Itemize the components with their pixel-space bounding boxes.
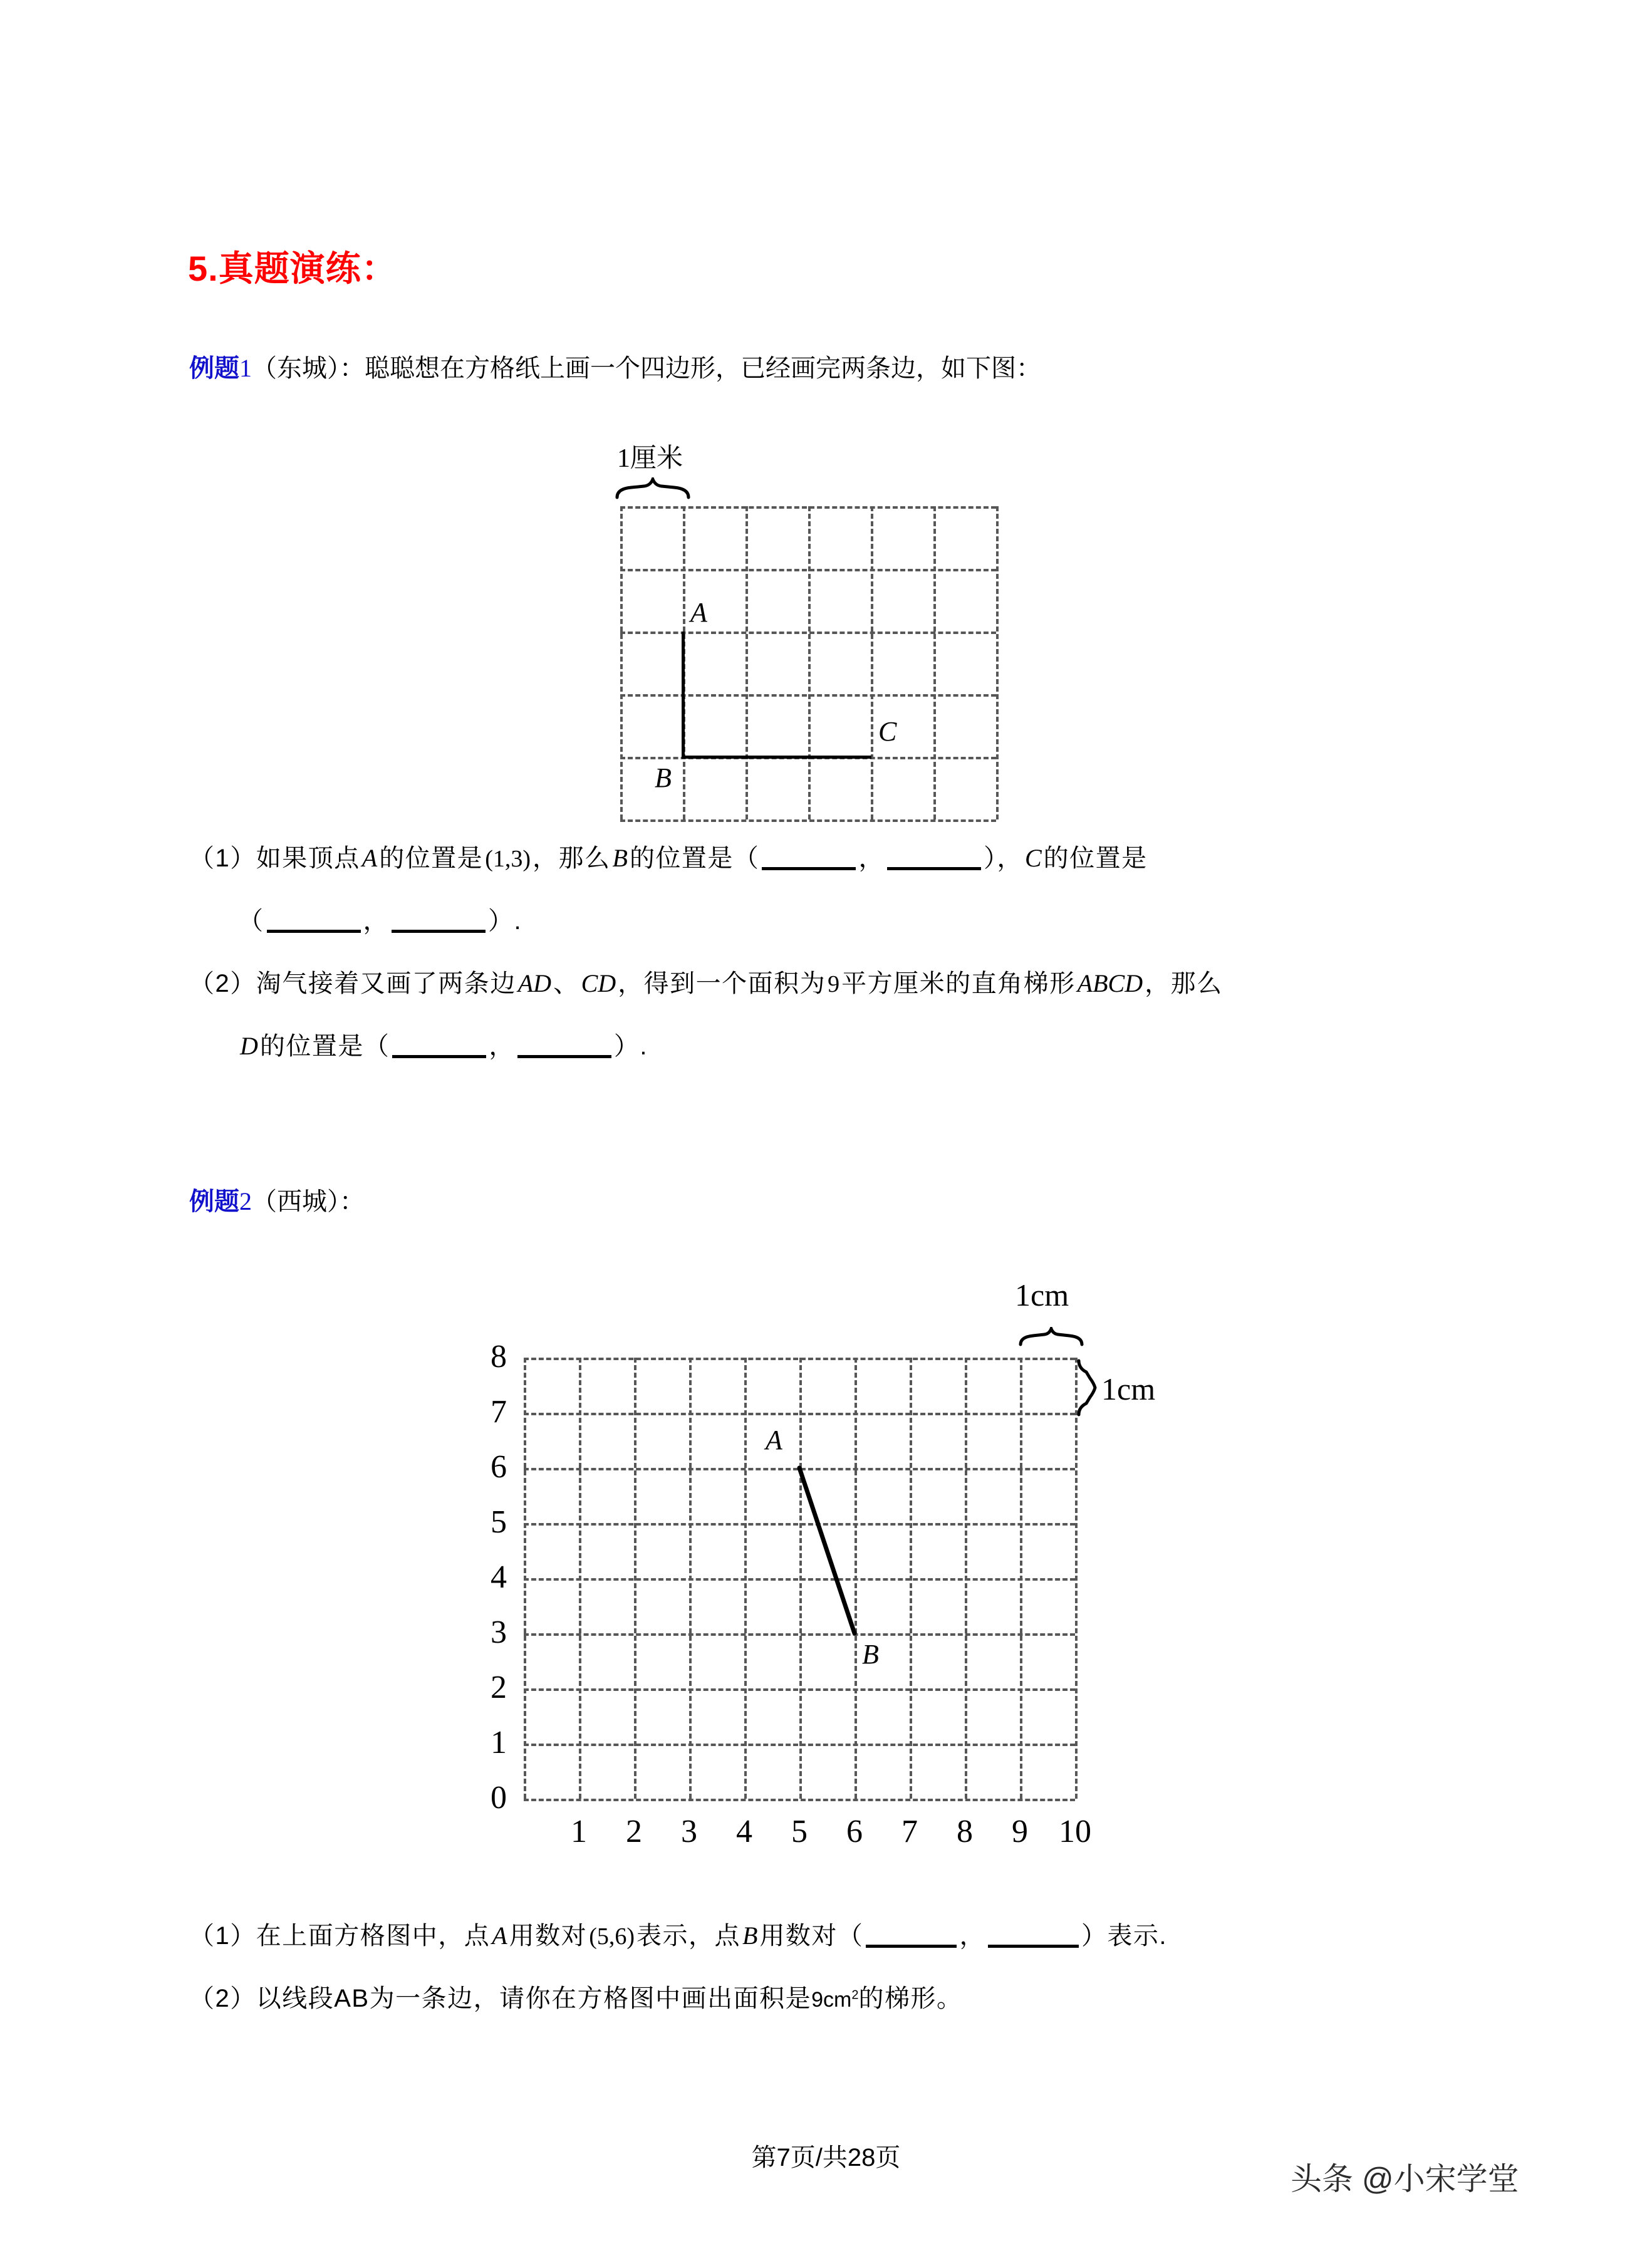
answer-blank[interactable]	[392, 1036, 486, 1058]
q2a-lead: （1）在上面方格图中，点	[189, 1922, 491, 1950]
grid-vline	[996, 506, 999, 819]
q1b-cont-comma: ，	[489, 1032, 515, 1060]
point-label-b: B	[862, 1639, 879, 1670]
example1-header	[189, 348, 1041, 384]
segment-ab	[682, 632, 685, 759]
y-tick-6: 6	[491, 1449, 507, 1485]
x-tick-6: 6	[846, 1814, 863, 1849]
q2a-mid3: 用数对（	[759, 1922, 864, 1950]
figure2-top-brace-icon	[1018, 1327, 1087, 1348]
grid-vline	[620, 506, 623, 819]
section-title: 真题演练：	[218, 249, 397, 288]
point-label-a: A	[766, 1425, 782, 1455]
q1a-mid3: 的位置是（	[629, 845, 760, 872]
example2-grid-figure	[524, 1358, 1075, 1799]
x-tick-9: 9	[1012, 1814, 1028, 1849]
page-footer: 第7页/共28页	[751, 2144, 901, 2171]
q2b-unit-value: 9	[811, 1988, 824, 2012]
q1a-mid1: 的位置是	[379, 845, 484, 872]
q2a-comma: ，	[959, 1922, 985, 1950]
q1a-var-a: A	[361, 844, 378, 872]
q1a-coord-a: (1,3)	[485, 846, 531, 872]
y-tick-3: 3	[491, 1614, 507, 1650]
point-label-c: C	[878, 716, 897, 747]
grid-vline	[808, 506, 811, 819]
example2-source: （西城）：	[252, 1188, 365, 1215]
q1a-cont-close: ）.	[488, 907, 522, 935]
q1a-var-c: C	[1024, 844, 1042, 872]
x-tick-4: 4	[736, 1814, 752, 1849]
q2a-mid1: 用数对	[509, 1922, 588, 1950]
example1-tag: 例题	[189, 355, 239, 382]
q1b-var-cd: CD	[581, 969, 616, 997]
example2-number: 2	[239, 1187, 252, 1215]
example1-question1	[189, 838, 1148, 874]
x-tick-1: 1	[571, 1814, 587, 1849]
example1-number: 1	[239, 354, 252, 382]
x-tick-2: 2	[626, 1814, 642, 1849]
q2b-unit	[811, 1988, 858, 2012]
y-tick-8: 8	[491, 1339, 507, 1375]
answer-blank[interactable]	[988, 1926, 1079, 1948]
answer-blank[interactable]	[887, 848, 981, 870]
q1a-cont-open: （	[238, 907, 264, 935]
figure2-unit-label-top: 1cm	[1015, 1277, 1069, 1313]
q1a-tail: 的位置是	[1043, 845, 1148, 872]
q2b-text-after: 的梯形。	[858, 1985, 963, 2012]
x-tick-5: 5	[791, 1814, 808, 1849]
x-tick-3: 3	[681, 1814, 697, 1849]
q1b-tail: ，那么	[1145, 970, 1223, 997]
grid-hline	[524, 1799, 1075, 1801]
grid-lines	[620, 506, 996, 819]
q1a-mid2: ，那么	[532, 845, 611, 872]
grid-hline	[620, 819, 996, 822]
y-tick-2: 2	[491, 1670, 507, 1705]
answer-blank[interactable]	[517, 1036, 611, 1058]
grid-vline	[1075, 1358, 1078, 1799]
q1b-sep: 、	[553, 970, 579, 997]
answer-blank[interactable]	[267, 911, 361, 933]
example1-question1-cont	[238, 901, 522, 937]
y-tick-0: 0	[491, 1780, 507, 1816]
q2b-unit-name: cm	[823, 1988, 852, 2012]
example2-tag: 例题	[189, 1188, 239, 1215]
example2-question2	[189, 1978, 962, 2014]
x-tick-10: 10	[1059, 1814, 1091, 1849]
answer-blank[interactable]	[762, 848, 856, 870]
q1b-cont-var: D	[240, 1032, 258, 1060]
figure2-unit-label-side: 1cm	[1101, 1371, 1156, 1406]
segment-bc	[682, 756, 871, 759]
x-tick-8: 8	[957, 1814, 973, 1849]
example2-header	[189, 1182, 365, 1217]
y-tick-1: 1	[491, 1725, 507, 1760]
example1-prompt: 聪聪想在方格纸上画一个四边形，已经画完两条边，如下图：	[365, 355, 1041, 382]
section-heading	[188, 241, 397, 291]
q1b-var-abcd: ABCD	[1077, 969, 1143, 997]
example1-grid-figure	[620, 506, 996, 819]
q2b-text-before: （2）以线段AB为一条边，请你在方格图中画出面积是	[189, 1985, 812, 2012]
q1a-lead: （1）如果顶点	[189, 845, 360, 872]
q1b-mid1: ，得到一个面积为	[618, 970, 826, 997]
grid-vline	[933, 506, 936, 819]
segment-ab	[524, 1358, 1075, 1799]
q1a-cont-comma: ，	[363, 907, 389, 935]
y-tick-7: 7	[491, 1394, 507, 1430]
example1-question2-cont	[238, 1026, 648, 1062]
example1-question2	[189, 964, 1223, 999]
answer-blank[interactable]	[392, 911, 486, 933]
q2a-mid2: 表示，点	[636, 1922, 740, 1950]
q1a-mid4: ），	[983, 845, 1023, 872]
q2a-var-b: B	[742, 1921, 758, 1950]
q1b-cont-text: 的位置是（	[259, 1032, 390, 1060]
q2a-tail: ）表示.	[1081, 1922, 1168, 1950]
q1b-lead: （2）淘气接着又画了两条边	[189, 970, 516, 997]
example1-source: （东城）：	[252, 355, 365, 382]
figure1-unit-label: 1厘米	[617, 444, 683, 473]
watermark: 头条 @小宋学堂	[1291, 2161, 1519, 2197]
grid-vline	[871, 506, 873, 819]
point-label-b: B	[655, 762, 672, 793]
q2a-coord-a: (5,6)	[589, 1923, 635, 1950]
figure1-unit-brace-icon	[614, 477, 695, 500]
section-number: 5.	[188, 249, 219, 288]
example2-question1	[189, 1916, 1167, 1952]
point-label-a: A	[690, 597, 707, 628]
q1b-cont-close: ）.	[613, 1032, 648, 1060]
q1b-area: 9	[828, 971, 840, 997]
q1b-var-ad: AD	[517, 969, 552, 997]
q1b-mid2: 平方厘米的直角梯形	[841, 970, 1076, 997]
y-tick-5: 5	[491, 1504, 507, 1540]
q1a-comma: ，	[858, 845, 885, 872]
grid-vline	[745, 506, 748, 819]
y-tick-4: 4	[491, 1559, 507, 1595]
q2a-var-a: A	[492, 1921, 507, 1950]
q1a-var-b: B	[612, 844, 628, 872]
q2b-unit-exponent: 2	[851, 1988, 859, 2002]
answer-blank[interactable]	[866, 1926, 957, 1948]
figure2-side-brace-icon	[1076, 1358, 1098, 1418]
x-tick-7: 7	[901, 1814, 918, 1849]
